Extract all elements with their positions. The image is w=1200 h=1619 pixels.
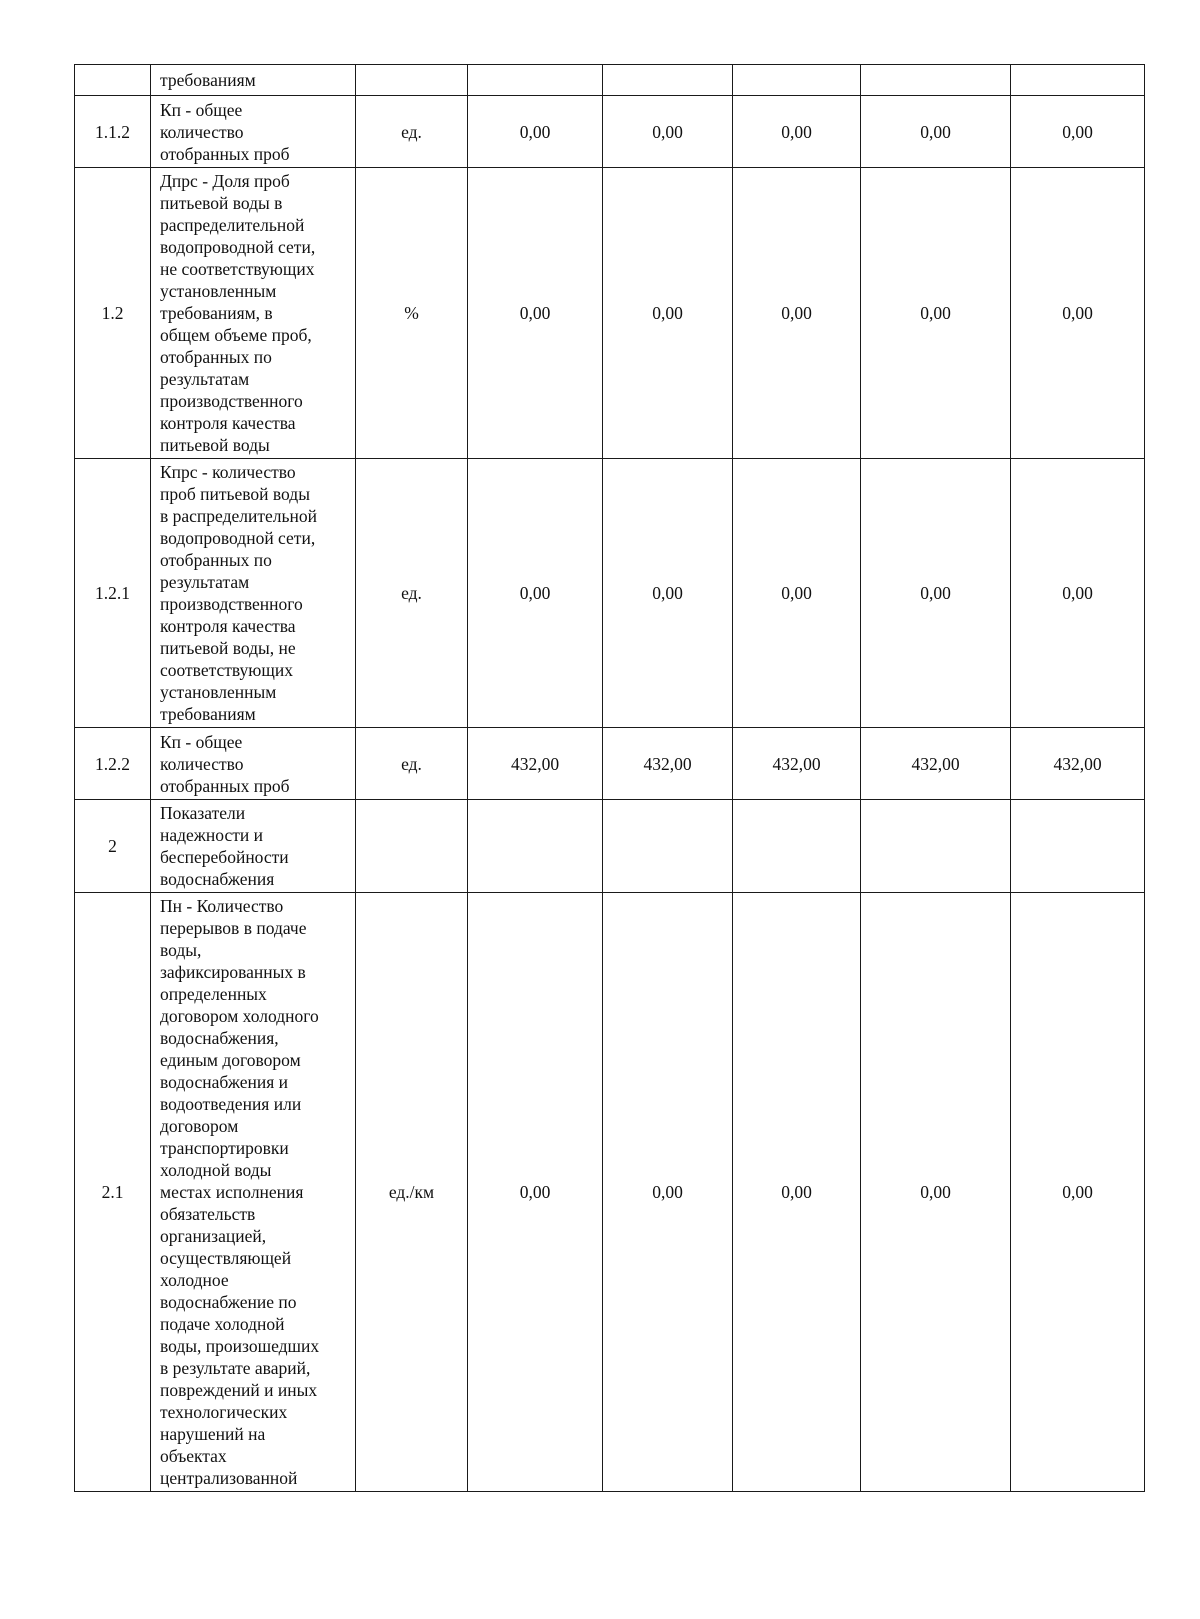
description-line: установленным [160,281,277,301]
description-line: холодное [160,1270,229,1290]
value-cell [1011,65,1145,96]
description-line: общем объеме проб, [160,325,312,345]
indicator-description-cell [151,459,356,728]
description-line: договором [160,1116,239,1136]
description-line: Кп - общее [160,731,243,752]
description-line: договором холодного [160,1006,319,1026]
row-number-cell: 1.2.2 [75,728,151,800]
unit-cell [356,65,468,96]
value-cell [1011,800,1145,893]
table-body [75,65,1145,1492]
indicator-description-cell [151,800,356,893]
row-number-cell: 2 [75,800,151,893]
description-line: водоотведения или [160,1094,302,1114]
description-line: нарушений на [160,1424,266,1444]
unit-cell: ед. [356,96,468,168]
description-line: соответствующих [160,660,293,680]
description-line: единым договором [160,1050,301,1070]
description-line: питьевой воды [160,435,270,455]
description-line: производственного [160,391,303,411]
description-line: отобранных проб [160,143,290,164]
description-line: отобранных по [160,550,272,570]
indicator-description-cell [151,65,356,96]
value-cell: 432,00 [603,728,733,800]
value-cell: 432,00 [733,728,861,800]
value-cell: 0,00 [861,459,1011,728]
value-cell: 0,00 [1011,459,1145,728]
description-line: определенных [160,984,267,1004]
table-row [75,459,1145,728]
description-line: объектах [160,1446,227,1466]
value-cell: 0,00 [603,96,733,168]
description-line: Кп - общее [160,99,243,120]
description-line: осуществляющей [160,1248,292,1268]
value-cell: 0,00 [1011,96,1145,168]
description-line: подаче холодной [160,1314,285,1334]
value-cell: 0,00 [603,459,733,728]
row-number-cell: 1.2.1 [75,459,151,728]
description-line: в распределительной [160,506,317,526]
row-number-cell: 1.1.2 [75,96,151,168]
description-line: не соответствующих [160,259,315,279]
indicator-description [160,800,351,892]
description-line: обязательств [160,1204,256,1224]
value-cell [861,800,1011,893]
description-line: результатам [160,369,250,389]
unit-cell: ед. [356,728,468,800]
table-row [75,168,1145,459]
unit-cell: ед./км [356,893,468,1492]
description-line: водоснабжения [160,869,275,889]
value-cell: 0,00 [733,459,861,728]
description-line: количество [160,121,244,142]
row-number-cell: 1.2 [75,168,151,459]
indicator-description [160,893,351,1491]
description-line: питьевой воды в [160,193,283,213]
description-line: отобранных проб [160,775,290,796]
description-line: технологических [160,1402,288,1422]
description-line: в результате аварий, [160,1358,311,1378]
indicator-description [160,459,351,727]
description-line: водоснабжения и [160,1072,288,1092]
description-line: распределительной [160,215,305,235]
table-row [75,96,1145,168]
description-line: перерывов в подаче [160,918,307,938]
value-cell: 0,00 [861,96,1011,168]
description-line: питьевой воды, не [160,638,296,658]
description-line: результатам [160,572,250,592]
indicator-description [160,67,351,93]
row-number-cell [75,65,151,96]
value-cell: 0,00 [733,96,861,168]
value-cell [603,65,733,96]
table-row [75,728,1145,800]
indicator-description-cell [151,168,356,459]
indicators-table [74,64,1145,1492]
description-line: требованиям, в [160,303,273,323]
indicator-description-cell [151,96,356,168]
value-cell: 0,00 [468,459,603,728]
unit-cell: % [356,168,468,459]
indicator-description [160,97,351,167]
value-cell: 0,00 [603,893,733,1492]
description-line: транспортировки [160,1138,289,1158]
value-cell: 0,00 [733,168,861,459]
description-line: Пн - Количество [160,896,284,916]
description-line: отобранных по [160,347,272,367]
description-line: контроля качества [160,413,296,433]
description-line: количество [160,753,244,774]
description-line: требованиям [160,704,256,724]
description-line: контроля качества [160,616,296,636]
value-cell: 432,00 [468,728,603,800]
description-line: водоснабжение по [160,1292,297,1312]
description-line: воды, [160,940,202,960]
value-cell [733,800,861,893]
description-line: водопроводной сети, [160,237,316,257]
unit-cell: ед. [356,459,468,728]
description-line: зафиксированных в [160,962,306,982]
value-cell: 0,00 [733,893,861,1492]
value-cell: 432,00 [1011,728,1145,800]
value-cell [468,800,603,893]
description-line: надежности и [160,825,263,845]
value-cell: 0,00 [468,893,603,1492]
description-line: централизованной [160,1468,298,1488]
value-cell: 0,00 [861,893,1011,1492]
description-line: требованиям [160,70,256,90]
row-number-cell: 2.1 [75,893,151,1492]
value-cell: 0,00 [468,96,603,168]
description-line: местах исполнения [160,1182,304,1202]
value-cell [733,65,861,96]
description-line: организацией, [160,1226,267,1246]
value-cell: 0,00 [603,168,733,459]
description-line: холодной воды [160,1160,272,1180]
table-row [75,893,1145,1492]
indicator-description [160,729,351,799]
description-line: Дпрс - Доля проб [160,171,290,191]
unit-cell [356,800,468,893]
description-line: производственного [160,594,303,614]
description-line: проб питьевой воды [160,484,310,504]
table-row [75,65,1145,96]
description-line: воды, произошедших [160,1336,320,1356]
indicator-description-cell [151,728,356,800]
description-line: повреждений и иных [160,1380,318,1400]
description-line: водоснабжения, [160,1028,279,1048]
value-cell: 0,00 [861,168,1011,459]
value-cell [603,800,733,893]
indicator-description-cell [151,893,356,1492]
value-cell: 0,00 [468,168,603,459]
value-cell: 0,00 [1011,168,1145,459]
indicator-description [160,168,351,458]
description-line: Кпрс - количество [160,462,296,482]
description-line: бесперебойности [160,847,289,867]
description-line: Показатели [160,803,246,823]
table-row [75,800,1145,893]
value-cell: 0,00 [1011,893,1145,1492]
value-cell [861,65,1011,96]
value-cell [468,65,603,96]
description-line: водопроводной сети, [160,528,316,548]
description-line: установленным [160,682,277,702]
value-cell: 432,00 [861,728,1011,800]
